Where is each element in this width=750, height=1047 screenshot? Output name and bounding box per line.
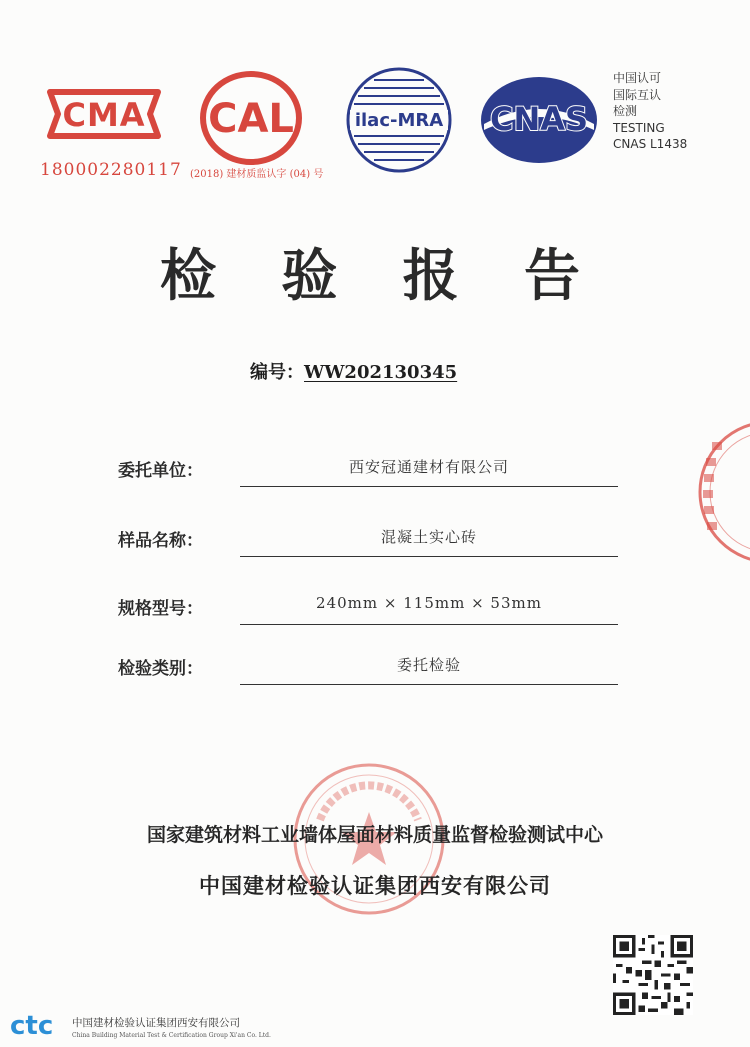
field-value: 240mm × 115mm × 53mm xyxy=(316,594,542,612)
field-value: 混凝土实心砖 xyxy=(380,528,477,546)
page-title xyxy=(160,232,580,312)
title-char: 告 xyxy=(523,244,580,309)
field-underline xyxy=(240,684,618,685)
cnas-caption-line: CNAS L1438 xyxy=(613,137,688,151)
cma-number: 180002280117 xyxy=(40,160,182,180)
ilac-logo-text: ilac-MRA xyxy=(354,110,444,131)
field-label: 检验类别： xyxy=(118,659,203,679)
footer-company-cn: 中国建材检验认证集团西安有限公司 xyxy=(72,1017,240,1029)
org-name-secondary: 中国建材检验认证集团西安有限公司 xyxy=(199,874,551,898)
field-label: 规格型号： xyxy=(118,599,203,619)
field-label: 委托单位： xyxy=(118,461,203,481)
cnas-caption-line: 检测 xyxy=(613,104,638,118)
field-underline xyxy=(240,486,618,487)
footer-company-en: China Building Material Test & Certification Group Xi'an Co. Ltd. xyxy=(72,1032,271,1039)
field-label: 样品名称： xyxy=(118,531,203,551)
cal-logo-text: CAL xyxy=(208,96,294,142)
cnas-caption-line: TESTING xyxy=(613,120,665,135)
cnas-logo xyxy=(478,74,600,166)
cma-logo xyxy=(42,84,166,144)
ctc-logo xyxy=(10,1010,66,1040)
cal-number: (2018) 建材质监认字 (04) 号 xyxy=(190,169,324,180)
cnas-caption xyxy=(613,70,687,153)
cnas-logo-text: CNAS xyxy=(489,100,589,138)
report-number xyxy=(250,358,457,384)
title-char: 验 xyxy=(281,244,338,309)
field-value: 委托检验 xyxy=(396,656,461,674)
seal-stamp-right xyxy=(692,418,750,566)
cnas-caption-line: 中国认可 xyxy=(613,71,662,85)
field-inspection-type xyxy=(118,648,618,688)
qr-code xyxy=(613,935,693,1015)
field-underline xyxy=(240,624,618,625)
title-char: 报 xyxy=(402,244,459,309)
report-number-value: WW202130345 xyxy=(304,362,458,383)
field-sample-name xyxy=(118,520,618,560)
field-value: 西安冠通建材有限公司 xyxy=(348,458,509,476)
field-client xyxy=(118,450,618,490)
title-char: 检 xyxy=(160,244,216,309)
ilac-mra-logo xyxy=(344,66,454,174)
cma-logo-text: CMA xyxy=(62,96,146,134)
cal-logo xyxy=(198,68,304,168)
org-name-primary: 国家建筑材料工业墙体屋面材料质量监督检验测试中心 xyxy=(146,824,603,846)
ctc-logo-text: ctc xyxy=(10,1011,54,1040)
field-underline xyxy=(240,556,618,557)
report-number-label: 编号： xyxy=(250,362,304,383)
cnas-caption-line: 国际互认 xyxy=(613,87,662,102)
field-spec-model xyxy=(118,588,618,628)
